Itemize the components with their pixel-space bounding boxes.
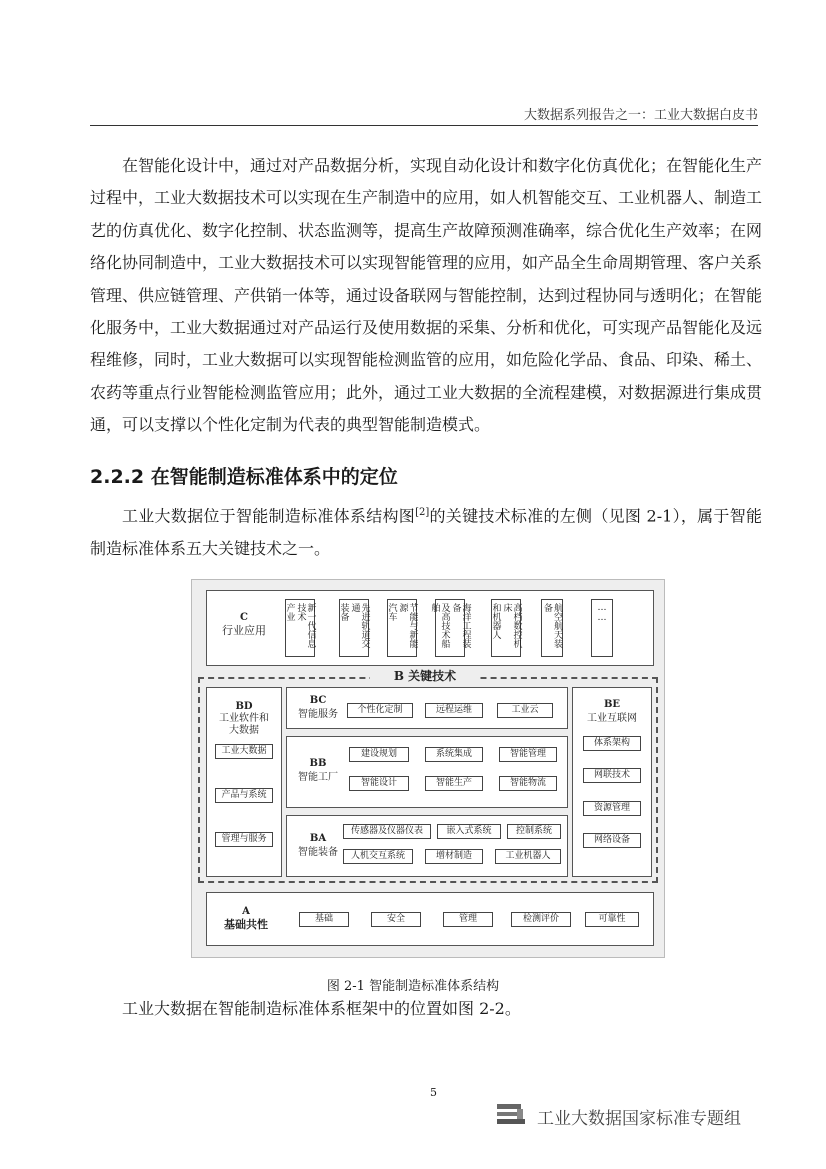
be-block: BE 工业互联网 体系架构 网联技术 资源管理 网络设备: [572, 687, 652, 877]
industry-item: [591, 599, 613, 657]
key-technology-title: B 关键技术: [370, 670, 480, 683]
org-logo-icon: [495, 1100, 529, 1128]
bb-block: BB 智能工厂 建设规划 系统集成 智能管理 智能设计 智能生产 智能物流: [286, 736, 568, 808]
industry-item-text: 航空航天装备: [542, 603, 562, 648]
industry-item-text: 汽车: [386, 603, 397, 621]
a-item: 检测评价: [511, 912, 571, 927]
foundation-block: A 基础共性 基础 安全 管理 检测评价 可靠性: [206, 892, 654, 946]
ba-item: 传感器及仪器仪表: [343, 824, 431, 839]
industry-item-text: 产业: [284, 603, 295, 621]
a-item: 安全: [371, 912, 421, 927]
industry-item: [429, 599, 471, 657]
section-title: 在智能制造标准体系中的定位: [150, 466, 398, 488]
body-paragraph-2: [90, 497, 762, 565]
bc-item: 个性化定制: [347, 703, 413, 718]
page-number: 5: [430, 1086, 437, 1099]
bb-item: 建设规划: [349, 747, 409, 762]
section-heading: [90, 462, 398, 489]
bb-item: 智能管理: [499, 747, 557, 762]
bb-item: 智能生产: [425, 776, 483, 791]
bc-block: BC 智能服务 个性化定制 远程运维 工业云: [286, 687, 568, 729]
paragraph-3-text: 工业大数据在智能制造标准体系框架中的位置如图 2-2。: [122, 999, 521, 1018]
bd-block: BD 工业软件和大数据 工业大数据 产品与系统 管理与服务: [206, 687, 282, 877]
bc-item: 远程运维: [425, 703, 483, 718]
industry-item-text: 节能与新能源: [397, 603, 418, 648]
be-item: 资源管理: [583, 801, 641, 816]
bd-item: 产品与系统: [215, 788, 273, 803]
running-header: 大数据系列报告之一：工业大数据白皮书: [523, 108, 758, 123]
ba-block: BA 智能装备 传感器及仪器仪表 嵌入式系统 控制系统 人机交互系统 增材制造 工业机器人: [286, 815, 568, 877]
block-c-label: C 行业应用: [222, 612, 266, 637]
ba-item: 增材制造: [425, 849, 483, 864]
body-paragraph-3: [90, 993, 762, 1025]
industry-item-text: 高档数控机床: [501, 603, 522, 648]
paragraph-2-before: 工业大数据位于智能制造标准体系结构图: [122, 506, 416, 526]
figure-standard-system: [191, 579, 665, 958]
industry-item: [387, 599, 417, 657]
ba-item: 人机交互系统: [343, 849, 413, 864]
industry-item: [285, 599, 315, 657]
bd-item: 管理与服务: [215, 832, 273, 847]
be-item: 体系架构: [583, 736, 641, 751]
industry-item-text: 海洋工程装备: [450, 603, 471, 648]
a-item: 可靠性: [585, 912, 639, 927]
bb-item: 系统集成: [425, 747, 483, 762]
bd-item: 工业大数据: [215, 744, 273, 759]
industry-item: [541, 599, 563, 657]
paragraph-1-text: 在智能化设计中，通过对产品数据分析，实现自动化设计和数字化仿真优化；在智能化生产过程中，工业大数据技术可以实现在生产制造中的应用，如人机智能交互、工业机器人、制造工艺的仿真优化、数字化控制、状态监测等，提高生产故障预测准确率，综合优化生产效率；在网络化协同制造中，工业大数据技术可以实现智能管理的应用，如产品全生命周期管理、客户关系管理、供应链管理、产供销一体等，通过设备联网与智能控制，达到过程协同与透明化；在智能化服务中，工业大数据通过对产品运行及使用数据的采集、分析和优化，可实现产品智能化及远程维修，同时，工业大数据可以实现智能检测监管的应用，如危险化学品、食品、印染、稀土、农药等重点行业智能检测监管应用；此外，通过工业大数据的全流程建模，对数据源进行集成贯通，可以支撑以个性化定制为代表的典型智能制造模式。: [90, 156, 763, 435]
ba-item: 嵌入式系统: [437, 824, 501, 839]
industry-item-text: 先进轨道交通: [349, 603, 370, 648]
industry-item-text: 和机器人: [490, 603, 501, 639]
industry-item-text: 新一代信息技术: [295, 603, 316, 648]
industry-item-text: 及高技术船舶: [429, 603, 450, 648]
a-item: 基础: [299, 912, 349, 927]
be-item: 网联技术: [583, 768, 641, 783]
industry-item: [339, 599, 369, 657]
industry-item-text: 装备: [338, 603, 349, 621]
bb-item: 智能设计: [349, 776, 409, 791]
body-paragraph-1: [90, 150, 762, 442]
header-rule: [90, 125, 758, 126]
footer-org-name: 工业大数据国家标准专题组: [537, 1109, 741, 1129]
section-number: 2.2.2: [90, 466, 145, 488]
ba-item: 工业机器人: [495, 849, 561, 864]
industry-item-text: ……: [597, 603, 607, 623]
ba-item: 控制系统: [507, 824, 561, 839]
bb-item: 智能物流: [499, 776, 557, 791]
figure-caption: 图 2-1 智能制造标准体系结构: [326, 979, 500, 994]
paragraph-2-after: 的关键技术标准的左侧（见图 2-1），属于智能制造标准体系五大关键技术之一。: [90, 506, 762, 558]
be-item: 网络设备: [583, 833, 641, 848]
a-item: 管理: [443, 912, 493, 927]
industry-application-block: [206, 590, 654, 666]
citation-ref[interactable]: [2]: [415, 507, 430, 518]
bc-item: 工业云: [497, 703, 553, 718]
industry-item: [491, 599, 521, 657]
